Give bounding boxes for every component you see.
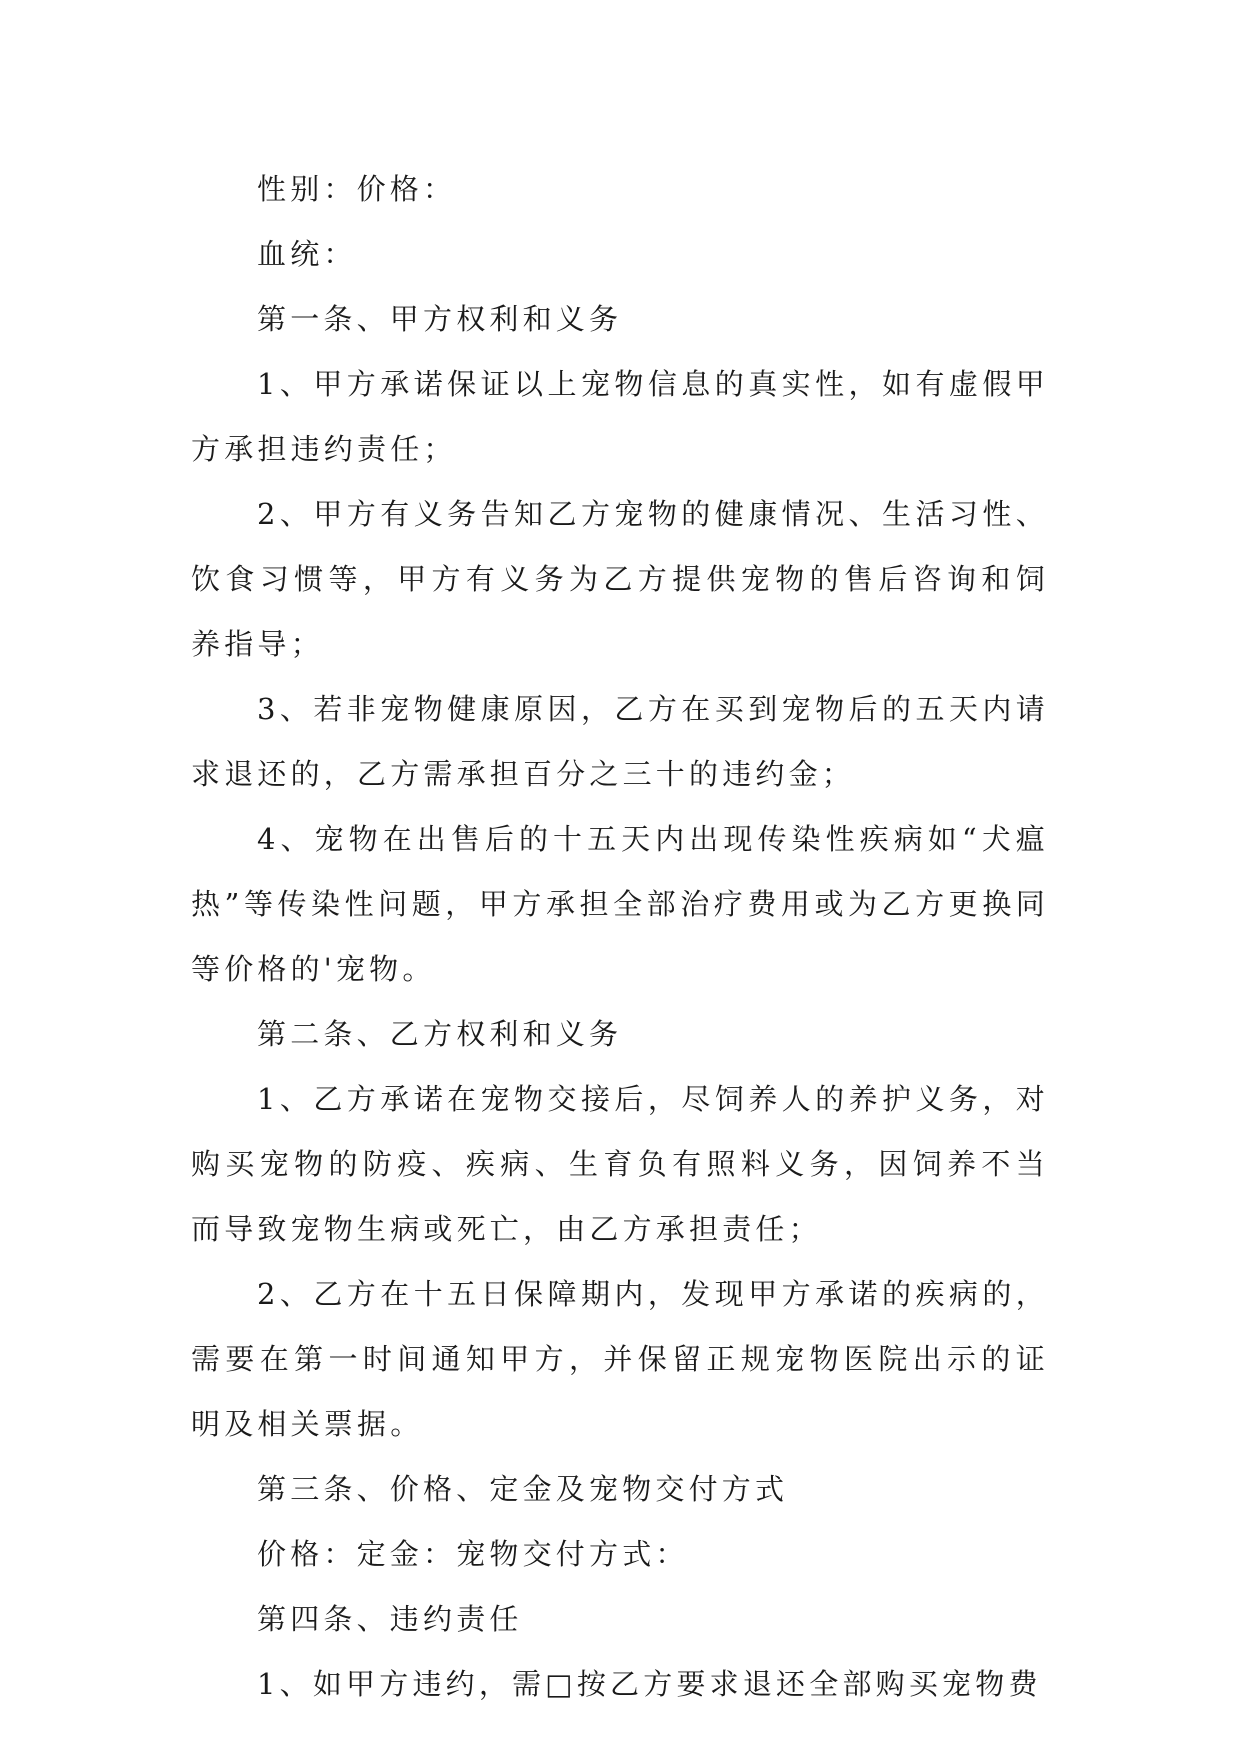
field-gender-price: 性别：价格： [257,172,457,206]
article-1-clause-1: 1、甲方承诺保证以上宠物信息的真实性，如有虚假甲方承担违约责任； [191,367,1049,466]
article-1-clause-2: 2、甲方有义务告知乙方宠物的健康情况、生活习性、饮食习惯等，甲方有义务为乙方提供宠物的售后咨询和饲养指导； [191,497,1049,661]
article-2-heading: 第二条、乙方权利和义务 [257,1017,623,1051]
article-2-clause-1: 1、乙方承诺在宠物交接后，尽饲养人的养护义务，对购买宠物的防疫、疾病、生育负有照料义务，因饲养不当而导致宠物生病或死亡，由乙方承担责任； [191,1082,1049,1246]
article-3-heading: 第三条、价格、定金及宠物交付方式 [257,1472,789,1506]
article-4-clause-1: 1、如甲方违约，需□按乙方要求退还全部购买宠物费 [257,1667,1042,1701]
field-pedigree: 血统： [257,237,357,271]
article-4-heading: 第四条、违约责任 [257,1602,523,1636]
article-1-clause-4: 4、宠物在出售后的十五天内出现传染性疾病如“犬瘟热”等传染性问题，甲方承担全部治疗费用或为乙方更换同等价格的'宠物。 [191,822,1049,986]
article-1-heading: 第一条、甲方权利和义务 [257,302,623,336]
article-1-clause-3: 3、若非宠物健康原因，乙方在买到宠物后的五天内请求退还的，乙方需承担百分之三十的违约金； [191,692,1049,791]
document-body [191,157,1049,1717]
article-2-clause-2: 2、乙方在十五日保障期内，发现甲方承诺的疾病的，需要在第一时间通知甲方，并保留正规宠物医院出示的证明及相关票据。 [191,1277,1049,1441]
field-price-deposit-delivery: 价格：定金：宠物交付方式： [257,1537,689,1571]
